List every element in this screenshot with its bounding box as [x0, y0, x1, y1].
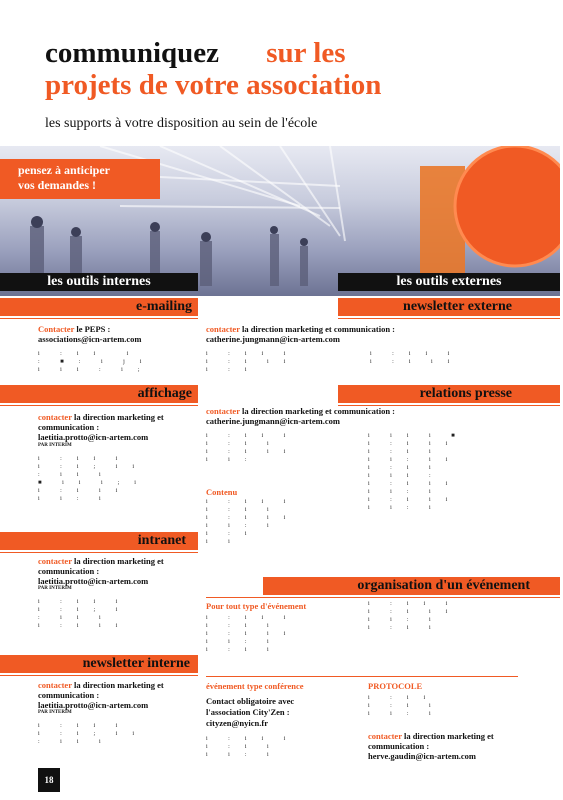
body-text-placeholder: i : i i i i : i i i [370, 351, 454, 365]
internal-tools-header: les outils internes [0, 273, 198, 291]
affichage-contact: contacter la direction marketing et communication : laetitia.protto@icn-artem.com [38, 412, 164, 442]
external-tools-header: les outils externes [338, 273, 560, 291]
divider [0, 405, 198, 406]
protocole-title: PROTOCOLE [368, 681, 423, 691]
divider [0, 675, 198, 676]
body-text-placeholder: i : i i i : i i i i : i [368, 695, 435, 717]
event-email: cityzen@nyicn.fr [206, 718, 268, 728]
divider [0, 552, 198, 553]
newsletter-interne-email: laetitia.protto@icn-artem.com [38, 700, 149, 710]
body-text-placeholder: i : i i i i : i ; i i : i i i ■ i i i ; i i : i i i i i : i [38, 456, 140, 502]
intranet-interim: PAR INTERIM [38, 586, 72, 591]
middle-contact-1: contacter la direction marketing et communication : catherine.jungmann@icn-artem.com [206, 324, 396, 344]
divider [338, 318, 560, 319]
body-text-placeholder: i : i i i i : i i i : i i i i i : [206, 433, 290, 463]
body-text-placeholder: i : i i i i : i ; i i : i i i [38, 723, 139, 745]
affichage-title: affichage [0, 385, 198, 403]
emailing-email: associations@icn-artem.com [38, 334, 142, 344]
middle-email-2: catherine.jungmann@icn-artem.com [206, 416, 340, 426]
newsletter-externe-title: newsletter externe [338, 298, 560, 316]
body-text-placeholder: i : i i i i : i i i i : i [206, 736, 290, 758]
contenu-label: Contenu [206, 487, 238, 497]
body-text-placeholder: i i i i ■ i : i i i i : i i i i : i i i : i i i i i : i : i i i i i : i i : i i i i i : i [368, 433, 459, 511]
protocole-email: herve.gaudin@icn-artem.com [368, 751, 476, 761]
body-text-placeholder: i : i i i : ■ : i j i i i i : i ; [38, 351, 146, 373]
newsletter-interne-contact: contacter la direction marketing et communication : laetitia.protto@icn-artem.com [38, 680, 164, 710]
emailing-title: e-mailing [0, 298, 198, 316]
event-contact: Contact obligatoire avec l'association City'Zen : cityzen@nyicn.fr [206, 696, 356, 729]
event-type-label: événement type conférence [206, 681, 304, 691]
body-text-placeholder: i : i i i i : i i i i : i [206, 351, 290, 373]
body-text-placeholder: i : i i i i : i i i : i i i i i : i i : i i [206, 615, 290, 653]
middle-contact-2: contacter la direction marketing et communication : catherine.jungmann@icn-artem.com [206, 406, 396, 426]
page-title-line2: projets de votre association [45, 69, 382, 101]
newsletter-interne-interim: PAR INTERIM [38, 710, 72, 715]
intranet-title: intranet [0, 532, 198, 550]
divider [206, 676, 518, 677]
body-text-placeholder: i : i i i i : i i i i i : i i : i i [368, 601, 452, 631]
body-text-placeholder: i : i i i i : i i i : i i i i i : i i : i i i [206, 499, 290, 545]
emailing-contact: Contacter le PEPS : associations@icn-artem.com [38, 324, 142, 344]
title-word-black: communiquez [45, 37, 219, 69]
newsletter-interne-title: newsletter interne [0, 655, 198, 673]
affichage-email: laetitia.protto@icn-artem.com [38, 432, 149, 442]
divider [338, 405, 560, 406]
affichage-interim: PAR INTERIM [38, 443, 72, 448]
page-subtitle: les supports à votre disposition au sein de l'école [45, 116, 318, 131]
middle-email-1: catherine.jungmann@icn-artem.com [206, 334, 340, 344]
callout-box [0, 159, 160, 199]
divider [206, 597, 560, 598]
relations-presse-title: relations presse [338, 385, 560, 403]
callout-line2: vos demandes ! [18, 178, 97, 192]
callout-line1: pensez à anticiper [18, 163, 110, 177]
page-title-line1 [45, 38, 345, 68]
intranet-contact: contacter la direction marketing et communication : laetitia.protto@icn-artem.com [38, 556, 164, 586]
intranet-email: laetitia.protto@icn-artem.com [38, 576, 149, 586]
body-text-placeholder: i : i i i i : i ; i : i i i i : i i i [38, 599, 122, 629]
page-number: 18 [38, 768, 60, 792]
event-heading: Pour tout type d'événement [206, 601, 307, 611]
organisation-title: organisation d'un événement [263, 577, 560, 595]
protocole-contact: contacter la direction marketing et communication : herve.gaudin@icn-artem.com [368, 731, 494, 761]
title-word-orange: sur les [266, 37, 346, 69]
divider [0, 318, 198, 319]
